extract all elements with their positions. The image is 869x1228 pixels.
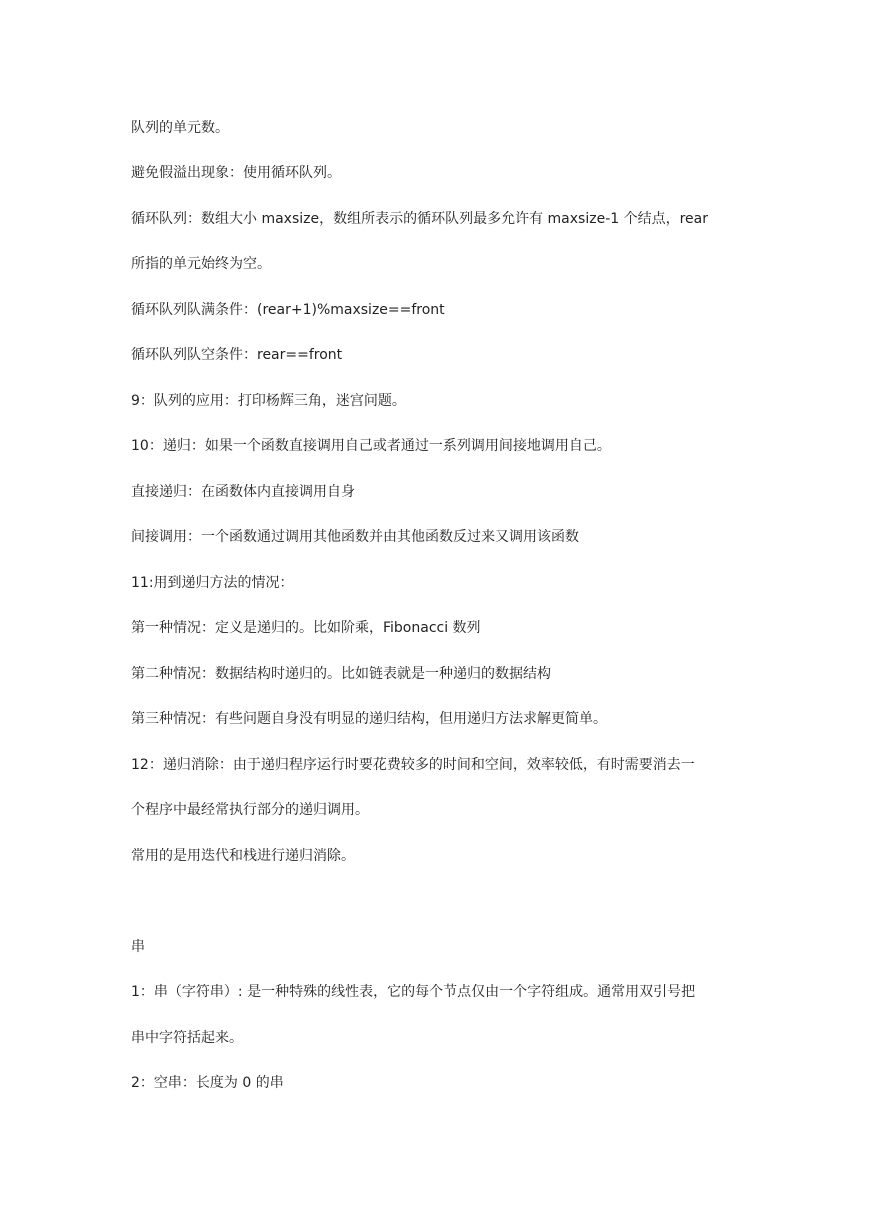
text-line: 12：递归消除：由于递归程序运行时要花费较多的时间和空间，效率较低，有时需要消去一 [131,757,695,773]
text-line: 循环队列队空条件：rear==front [131,347,343,363]
text-line: 避免假溢出现象：使用循环队列。 [131,165,341,181]
section-heading: 串 [131,939,145,955]
text-line: 第三种情况：有些问题自身没有明显的递归结构，但用递归方法求解更简单。 [131,711,607,727]
text-line: 10：递归：如果一个函数直接调用自己或者通过一系列调用间接地调用自己。 [131,438,611,454]
text-line: 2：空串：长度为 0 的串 [131,1075,284,1091]
text-line: 串中字符括起来。 [131,1030,243,1046]
text-line: 常用的是用迭代和栈进行递归消除。 [131,848,355,864]
text-line: 队列的单元数。 [131,120,229,136]
text-line: 第二种情况：数据结构时递归的。比如链表就是一种递归的数据结构 [131,666,551,682]
text-line: 循环队列队满条件：(rear+1)%maxsize==front [131,302,445,318]
text-line: 所指的单元始终为空。 [131,256,271,272]
text-line: 1：串（字符串）: 是一种特殊的线性表，它的每个节点仅由一个字符组成。通常用双引号把 [131,984,696,1000]
text-line: 9：队列的应用：打印杨辉三角，迷宫问题。 [131,393,406,409]
text-line: 个程序中最经常执行部分的递归调用。 [131,802,369,818]
text-line: 11:用到递归方法的情况： [131,575,294,591]
text-line: 循环队列：数组大小 maxsize，数组所表示的循环队列最多允许有 maxsize-1 个结点，rear [131,211,708,227]
text-line: 第一种情况：定义是递归的。比如阶乘，Fibonacci 数列 [131,620,481,636]
text-line: 间接调用：一个函数通过调用其他函数并由其他函数反过来又调用该函数 [131,529,579,545]
text-line: 直接递归：在函数体内直接调用自身 [131,484,355,500]
